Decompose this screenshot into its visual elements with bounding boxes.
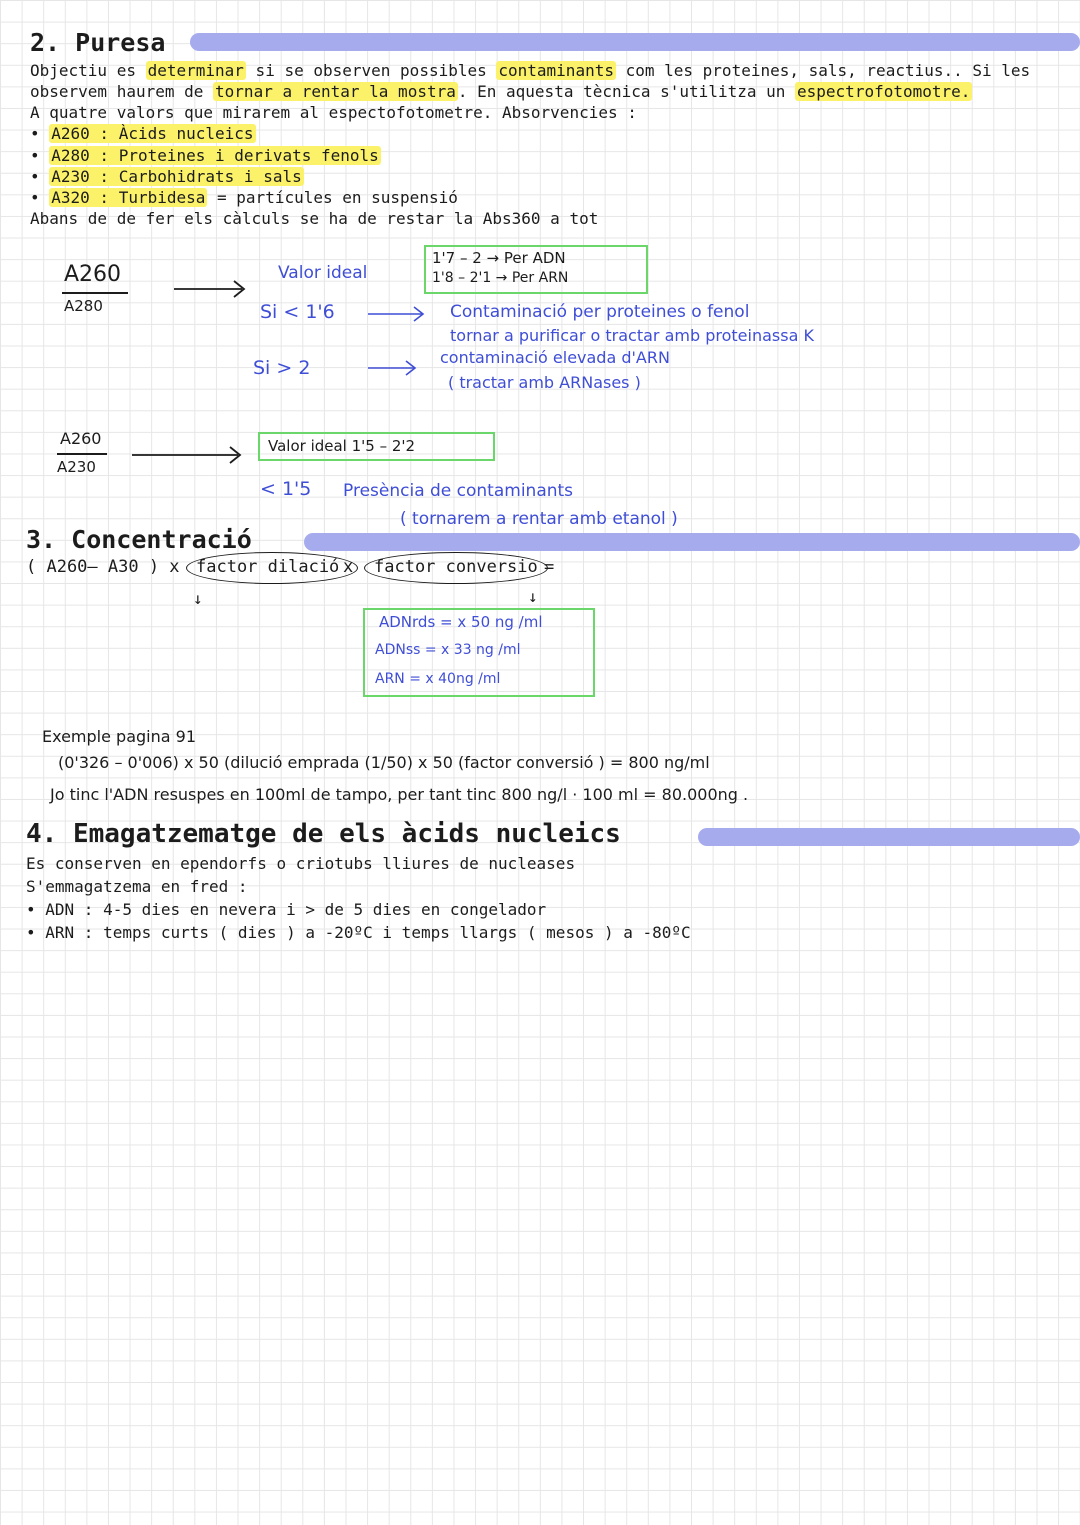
section-title-puresa: 2. Puresa <box>30 28 166 57</box>
rnase-note: ( tractar amb ARNases ) <box>448 373 641 392</box>
wash-ethanol-note: ( tornarem a rentar amb etanol ) <box>400 509 678 529</box>
arrow-icon <box>366 358 422 378</box>
storage-line-1: Es conserven en ependorfs o criotubs lliures de nucleases <box>26 854 576 873</box>
section-title-emmagatzematge: 4. Emagatzematge de els àcids nucleics <box>26 819 621 849</box>
cond-less-than: Si < 1'6 <box>260 301 335 323</box>
section-title-concentracio: 3. Concentració <box>26 525 252 554</box>
storage-line-2: S'emmagatzema en fred : <box>26 877 248 896</box>
fraction-bar <box>62 292 128 294</box>
intro-line-1: Objectiu es determinar si se observen possibles contaminants com les proteines, sals, reactius.. Si les <box>30 61 1031 80</box>
contamination-protein: Contaminació per proteines o fenol <box>450 302 750 322</box>
ratio1-denominator: A280 <box>64 297 103 315</box>
fraction-bar <box>57 453 107 455</box>
intro-line-2: observem haurem de tornar a rentar la mostra . En aquesta tècnica s'utilitza un espectrofotomotre. <box>30 82 971 101</box>
bullet-a230: • A230 : Carbohidrats i sals <box>30 167 302 186</box>
bullet-a320: • A320 : Turbidesa = partícules en suspensió <box>30 188 458 207</box>
storage-bullet-rna: • ARN : temps curts ( dies ) a -20ºC i temps llargs ( mesos ) a -80ºC <box>26 923 691 942</box>
down-arrow-icon: ↓ <box>193 589 203 608</box>
ideal-range-dna: 1'7 – 2 → Per ADN <box>432 249 566 267</box>
example-total: Jo tinc l'ADN resuspes en 100ml de tampo, per tant tinc 800 ng/l · 100 ml = 80.000ng . <box>50 785 749 804</box>
ratio2-numerator: A260 <box>60 429 102 448</box>
ideal-range-2-text: Valor ideal 1'5 – 2'2 <box>268 437 416 455</box>
factor-rna: ARN = x 40ng /ml <box>375 671 501 687</box>
arrow-icon <box>172 278 252 300</box>
ratio2-denominator: A230 <box>57 458 96 476</box>
down-arrow-icon: ↓ <box>528 587 538 606</box>
arrow-icon <box>130 444 246 466</box>
ratio2-cond: < 1'5 <box>260 478 312 500</box>
example-title: Exemple pagina 91 <box>42 727 196 746</box>
note-abs360: Abans de de fer els càlculs se ha de restar la Abs360 a tot <box>30 209 599 228</box>
heading-bar <box>190 33 1080 51</box>
factor-dilacio: factor dilació <box>196 557 340 577</box>
heading-bar <box>698 828 1080 846</box>
cond-greater-than: Si > 2 <box>253 357 311 379</box>
concentration-formula: ( A260– A30 ) x <box>26 557 180 577</box>
formula-equals: = <box>544 557 555 577</box>
factor-ssdna: ADNss = x 33 ng /ml <box>375 642 521 658</box>
heading-bar <box>304 533 1080 551</box>
bullet-a280: • A280 : Proteines i derivats fenols <box>30 146 379 165</box>
ideal-range-box-2 <box>258 432 495 461</box>
example-calculation: (0'326 – 0'006) x 50 (dilució emprada (1/50) x 50 (factor conversió ) = 800 ng/ml <box>58 753 710 772</box>
bullet-a260: • A260 : Àcids nucleics <box>30 124 254 143</box>
ideal-range-box <box>424 245 648 294</box>
ideal-range-rna: 1'8 – 2'1 → Per ARN <box>432 270 569 286</box>
contaminants-present: Presència de contaminants <box>343 481 574 501</box>
ratio1-numerator: A260 <box>64 262 122 287</box>
storage-bullet-dna: • ADN : 4-5 dies en nevera i > de 5 dies en congelador <box>26 900 547 919</box>
formula-times: x <box>343 557 354 577</box>
contamination-rna: contaminació elevada d'ARN <box>440 348 670 367</box>
arrow-icon <box>366 304 430 324</box>
repurify-note: tornar a purificar o tractar amb proteinassa K <box>450 326 814 345</box>
ratio1-valor-ideal: Valor ideal <box>278 263 368 283</box>
intro-line-3: A quatre valors que mirarem al espectofotometre. Absorvencies : <box>30 103 637 122</box>
conversion-factors-box <box>363 608 595 697</box>
factor-conversio: factor conversio <box>374 557 538 577</box>
factor-dsdna: ADNrds = x 50 ng /ml <box>379 613 543 631</box>
